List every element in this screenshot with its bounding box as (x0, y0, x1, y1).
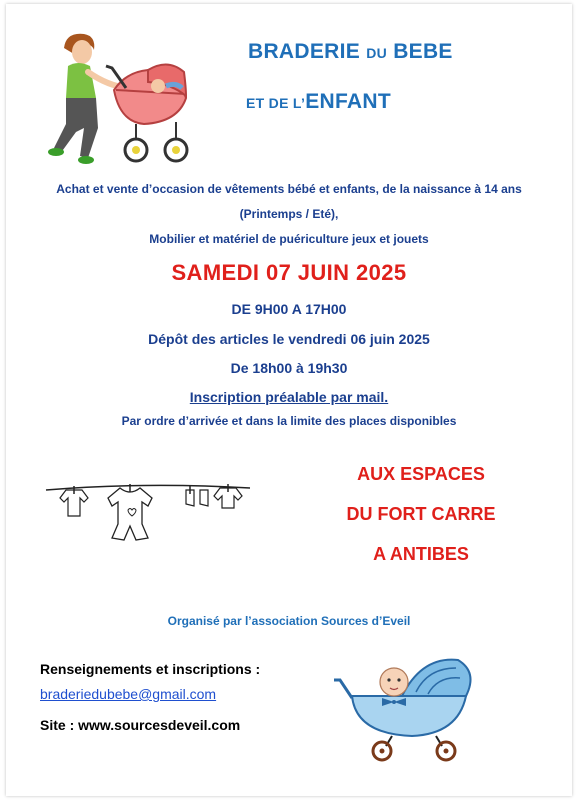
contact-heading: Renseignements et inscriptions : (40, 661, 261, 677)
location-line-3: A ANTIBES (373, 544, 469, 564)
title-line-1 (248, 40, 453, 64)
title-et-de-l: ET DE L’ (246, 95, 306, 111)
title-braderie: BRADERIE (248, 40, 361, 63)
title-du: DU (366, 45, 388, 61)
description-line-2: (Printemps / Eté), (239, 207, 339, 221)
deposit-hours: De 18h00 à 19h30 (230, 360, 348, 376)
registration-note: Inscription préalable par mail. (189, 389, 389, 405)
contact-email-link[interactable]: braderiedubebe@gmail.com (40, 686, 217, 702)
description-line-1: Achat et vente d’occasion de vêtements bébé et enfants, de la naissance à 14 ans (56, 182, 522, 196)
location-line-2: DU FORT CARRE (346, 504, 496, 524)
deposit-date: Dépôt des articles le vendredi 06 juin 2025 (148, 331, 430, 347)
mother-pram-illustration (36, 28, 211, 173)
flyer-page (6, 4, 572, 796)
organizer-text: Organisé par l’association Sources d’Eveil (167, 614, 411, 628)
event-date: SAMEDI 07 JUIN 2025 (171, 260, 407, 285)
location-line-1: AUX ESPACES (357, 464, 485, 484)
clothesline-illustration (44, 476, 254, 546)
availability-note: Par ordre d’arrivée et dans la limite des places disponibles (121, 414, 457, 428)
title-line-2 (246, 90, 391, 114)
title-enfant: ENFANT (305, 90, 391, 113)
description-line-3: Mobilier et matériel de puériculture jeux et jouets (149, 232, 429, 246)
title-bebe: BEBE (393, 40, 453, 63)
event-hours: DE 9H00 A 17H00 (231, 301, 347, 317)
baby-pram-illustration (332, 638, 492, 768)
site-line: Site : www.sourcesdeveil.com (40, 717, 241, 733)
